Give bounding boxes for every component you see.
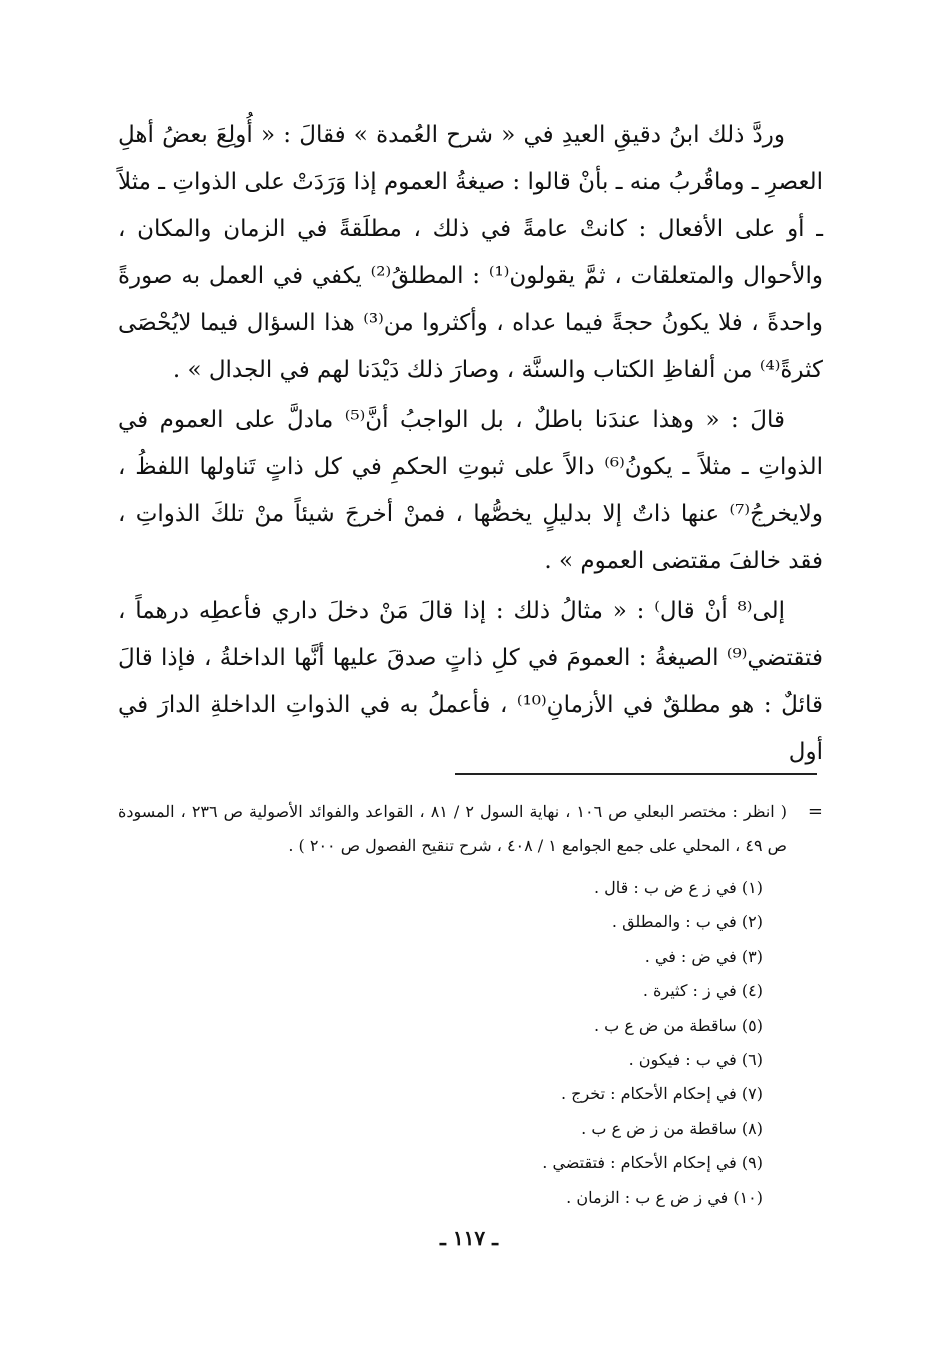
footnote-item: (٨) ساقطة من ز ض ع ب . (581, 1118, 763, 1138)
footnote-item: (٣) في ض : في . (644, 946, 763, 966)
footnote-item: (٤) في ز : كثيرة . (642, 981, 763, 1001)
footnote-item: (٩) في إحكام الأحكام : فتقتضي . (542, 1153, 763, 1173)
page-number: ـ ١١٧ ـ (440, 1226, 498, 1250)
footnote-item: (٧) في إحكام الأحكام : تخرج . (560, 1084, 763, 1104)
continued-footnote-text: ( انظر : مختصر البعلي ص ١٠٦ ، نهاية السول ٢ / ٨١ ، القواعد والفوائد الأصولية ص ٢٣٦ ، المسودة ص ٤٩ ، المحلي على جمع الجوامع ١ / ٤٠٨ ، شرح تنقيح الفصول ص ٢٠٠ ) . (118, 802, 788, 855)
continuation-mark: = (807, 801, 823, 822)
footnotes-section (118, 795, 823, 1215)
paragraph-1: وردَّ ذلك ابنُ دقيقِ العيدِ في « شرح العُمدة » فقالَ : « أُولِعَ بعضُ أهلِ العصرِ ـ وماقُربُ منه ـ بأنْ قالوا : صيغةُ العموم إذا وَرَدَتْ على الذواتِ ـ مثلاً ـ أو على الأفعال : كانتْ عامةً في ذلك ، مطلَقةً في الزمان والمكان ، والأحوال والمتعلقات ، ثمَّ يقولون⁽¹⁾ : المطلقُ⁽²⁾ يكفي في العمل به صورةً واحدةً ، فلا يكونُ حجةً فيما عداه ، وأكثروا من⁽³⁾ هذا السؤال فيما لايُحْصَى كثرةً⁽⁴⁾ من ألفاظِ الكتاب والسنَّة ، وصارَ ذلك دَيْدَنا لهم في الجدال » . (118, 122, 823, 383)
footnote-list (118, 871, 823, 1215)
main-text-block (118, 112, 823, 776)
footnote-divider (455, 773, 817, 775)
continued-footnote (118, 795, 823, 863)
footnote-item: (٥) ساقطة من ض ع ب . (593, 1015, 763, 1035)
footnote-item: (١٠) في ز ض ع ب : الزمان . (566, 1187, 763, 1207)
paragraph-2: قالَ : « وهذا عندَنا باطلٌ ، بل الواجبُ أنَّ⁽⁵⁾ مادلَّ على العموم في الذواتِ ـ مثلاً ـ يكونُ⁽⁶⁾ دالاً على ثبوتِ الحكمِ في كل ذاتٍ تَناولها اللفظُ ، ولايخرجُ⁽⁷⁾ عنها ذاتٌ إلا بدليلٍ يخصُّها ، فمنْ أخرجَ شيئاً منْ تلكَ الذواتِ ، فقد خالفَ مقتضى العموم » . (118, 407, 823, 574)
footnote-item: (١) في ز ع ض ب : قال . (593, 878, 763, 897)
footnote-item: (٢) في ب : والمطلق . (611, 912, 763, 932)
paragraph-3: إلى⁽⁸ أنْ قال⁾ : « مثالُ ذلك : إذا قالَ مَنْ دخلَ داري فأعطِه درهماً ، فتقتضي⁽⁹⁾ الصيغةُ : العمومَ في كلِ ذاتٍ صدقَ عليها أنَّها الداخلةُ ، فإذا قالَ قائلٌ : هو مطلقٌ في الأزمانِ⁽¹⁰⁾ ، فأعملُ به في الذواتِ الداخلةِ الدارَ في أول (118, 598, 823, 765)
footnote-item: (٦) في ب : فيكون . (628, 1050, 763, 1070)
